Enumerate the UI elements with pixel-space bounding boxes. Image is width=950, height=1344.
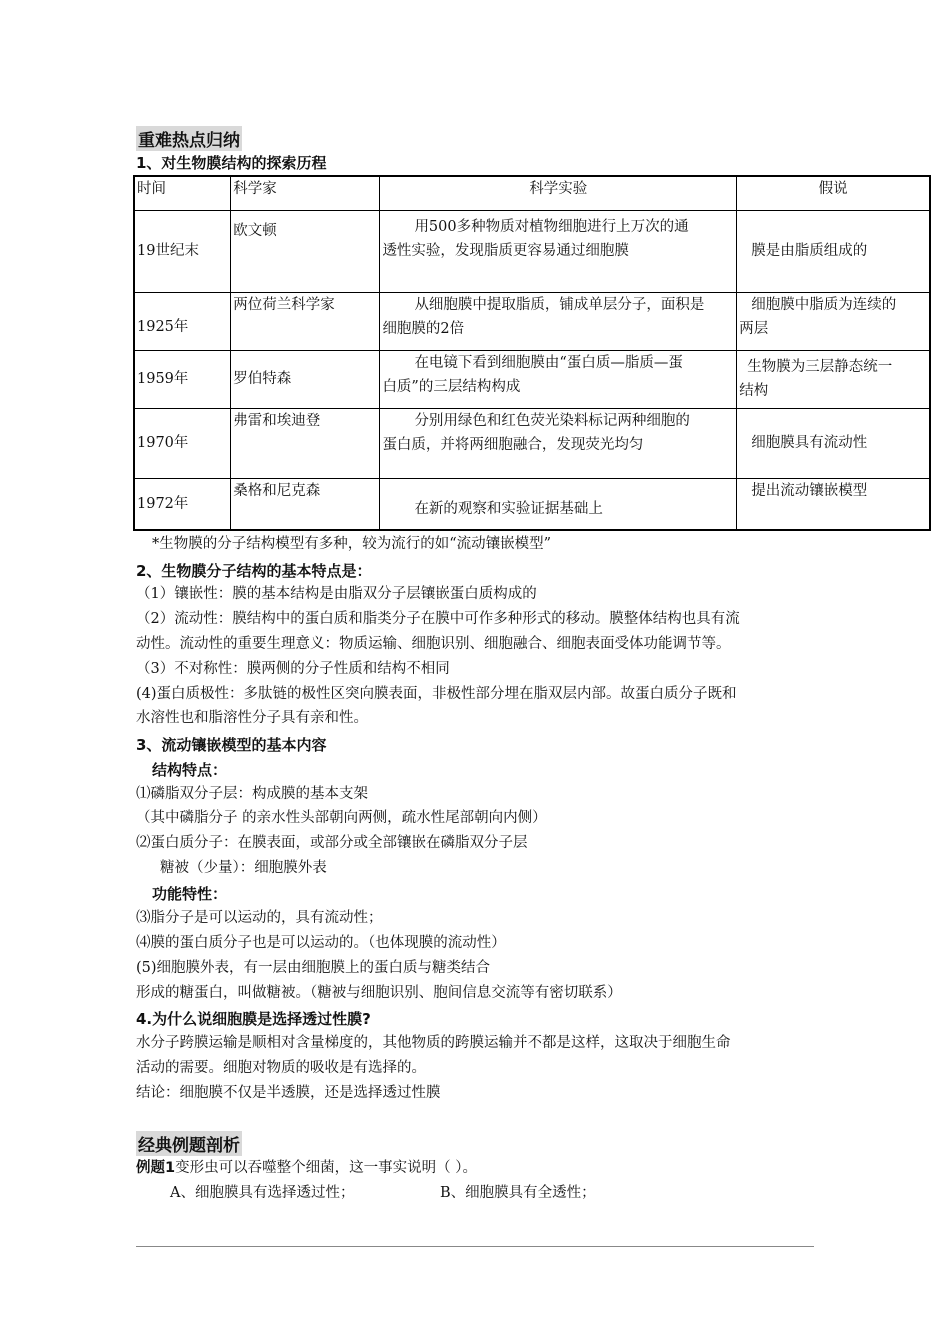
table-row (134, 478, 930, 530)
hypothesis-line-1: 生物膜为三层静态统一 (747, 358, 893, 375)
heading-fluid-mosaic-model: 3、流动镶嵌模型的基本内容 (136, 736, 327, 754)
cell-scientist: 弗雷和埃迪登 (231, 408, 380, 478)
structure-phospholipid: ⑴磷脂双分子层：构成膜的基本支架 (136, 786, 368, 802)
cell-experiment (380, 210, 737, 292)
function-features-title: 功能特性： (152, 885, 228, 903)
hypothesis-line-1: 细胞膜具有流动性 (751, 435, 868, 451)
cell-experiment (380, 292, 737, 350)
cell-experiment (380, 478, 737, 530)
feature-mosaic: （1）镶嵌性：膜的基本结构是由脂双分子层镶嵌蛋白质构成的 (136, 586, 537, 602)
section-title-examples: 经典例题剖析 (136, 1131, 242, 1156)
table-row (134, 408, 930, 478)
cell-scientist: 两位荷兰科学家 (231, 292, 380, 350)
experiment-line-1: 分别用绿色和红色荧光染料标记两种细胞的 (414, 412, 690, 429)
feature-fluidity-line-1: （2）流动性：膜结构中的蛋白质和脂类分子在膜中可作多种形式的移动。膜整体结构也具有流 (136, 611, 740, 627)
history-table (133, 175, 931, 531)
experiment-line-2: 蛋白质，并将两细胞融合，发现荧光均匀 (382, 436, 644, 453)
experiment-line-1: 用500多种物质对植物细胞进行上万次的通 (414, 218, 689, 235)
experiment-line-2: 细胞膜的2倍 (382, 320, 465, 337)
cell-hypothesis (737, 408, 930, 478)
structure-features-title: 结构特点： (152, 761, 228, 779)
feature-fluidity-line-2: 动性。流动性的重要生理意义：物质运输、细胞识别、细胞融合、细胞表面受体功能调节等。 (136, 636, 731, 652)
feature-polarity-line-2: 水溶性也和脂溶性分子具有亲和性。 (136, 710, 368, 726)
header-scientist: 科学家 (231, 176, 380, 210)
header-experiment: 科学实验 (380, 176, 737, 210)
cell-scientist: 欧文顿 (231, 210, 380, 292)
experiment-line-1: 从细胞膜中提取脂质，铺成单层分子，面积是 (414, 296, 705, 313)
feature-asymmetry: （3）不对称性：膜两侧的分子性质和结构不相同 (136, 661, 450, 677)
hypothesis-line-1: 膜是由脂质组成的 (751, 243, 868, 259)
cell-hypothesis (737, 210, 930, 292)
experiment-line-1: 在电镜下看到细胞膜由“蛋白质—脂质—蛋 (414, 354, 683, 371)
structure-protein: ⑵蛋白质分子：在膜表面，或部分或全部镶嵌在磷脂双分子层 (136, 835, 528, 851)
header-time: 时间 (134, 176, 231, 210)
function-protein-motion: ⑷膜的蛋白质分子也是可以运动的。（也体现膜的流动性） (136, 935, 506, 951)
structure-glycocalyx: 糖被（少量）：细胞膜外表 (160, 860, 327, 876)
function-glycoprotein-line-2: 形成的糖蛋白，叫做糖被。（糖被与细胞识别、胞间信息交流等有密切联系） (136, 985, 622, 1001)
experiment-line-2: 白质”的三层结构构成 (382, 378, 521, 395)
section-title-key-points: 重难热点归纳 (136, 126, 242, 151)
cell-hypothesis (737, 478, 930, 530)
cell-experiment (380, 408, 737, 478)
cell-hypothesis (737, 292, 930, 350)
experiment-line-1: 在新的观察和实验证据基础上 (414, 500, 603, 517)
table-row (134, 210, 930, 292)
table-header-row (134, 176, 930, 210)
function-lipid-motion: ⑶脂分子是可以运动的，具有流动性； (136, 910, 383, 926)
example-question-text: 变形虫可以吞噬整个细菌，这一事实说明（ ）。 (175, 1160, 477, 1176)
header-hypothesis: 假说 (737, 176, 930, 210)
option-b: B、细胞膜具有全透性； (440, 1185, 596, 1201)
hypothesis-line-1: 细胞膜中脂质为连续的 (751, 296, 897, 313)
cell-time: 1925年 (134, 292, 231, 350)
hypothesis-line-2: 两层 (739, 320, 769, 337)
table-row (134, 292, 930, 350)
hypothesis-line-2: 结构 (739, 382, 769, 399)
heading-basic-features: 2、生物膜分子结构的基本特点是： (136, 562, 372, 580)
cell-time: 1970年 (134, 408, 231, 478)
cell-scientist: 桑格和尼克森 (231, 478, 380, 530)
permeability-conclusion: 结论：细胞膜不仅是半透膜，还是选择透过性膜 (136, 1085, 441, 1101)
hypothesis-line-1: 提出流动镶嵌模型 (751, 482, 868, 499)
permeability-line-2: 活动的需要。细胞对物质的吸收是有选择的。 (136, 1060, 426, 1076)
experiment-line-2: 透性实验，发现脂质更容易通过细胞膜 (382, 242, 629, 259)
footer-divider (136, 1246, 814, 1247)
example-question-1 (136, 1157, 477, 1179)
cell-hypothesis (737, 350, 930, 408)
cell-scientist: 罗伯特森 (231, 350, 380, 408)
heading-selective-permeability: 4.为什么说细胞膜是选择透过性膜? (136, 1010, 371, 1028)
feature-polarity-line-1: (4)蛋白质极性：多肽链的极性区突向膜表面，非极性部分埋在脂双层内部。故蛋白质分子既和 (136, 686, 737, 702)
cell-experiment (380, 350, 737, 408)
permeability-line-1: 水分子跨膜运输是顺相对含量梯度的，其他物质的跨膜运输并不都是这样，这取决于细胞生命 (136, 1035, 731, 1051)
table-row (134, 350, 930, 408)
cell-time: 19世纪末 (134, 210, 231, 292)
example-label: 例题1 (136, 1160, 176, 1176)
function-glycoprotein-line-1: (5)细胞膜外表，有一层由细胞膜上的蛋白质与糖类结合 (136, 960, 491, 976)
cell-time: 1972年 (134, 478, 231, 530)
option-a: A、细胞膜具有选择透过性； (170, 1185, 355, 1201)
heading-exploration-history: 1、对生物膜结构的探索历程 (136, 154, 327, 172)
cell-time: 1959年 (134, 350, 231, 408)
structure-phospholipid-note: （其中磷脂分子 的亲水性头部朝向两侧，疏水性尾部朝向内侧） (136, 810, 547, 826)
model-note: *生物膜的分子结构模型有多种，较为流行的如“流动镶嵌模型” (152, 536, 552, 552)
